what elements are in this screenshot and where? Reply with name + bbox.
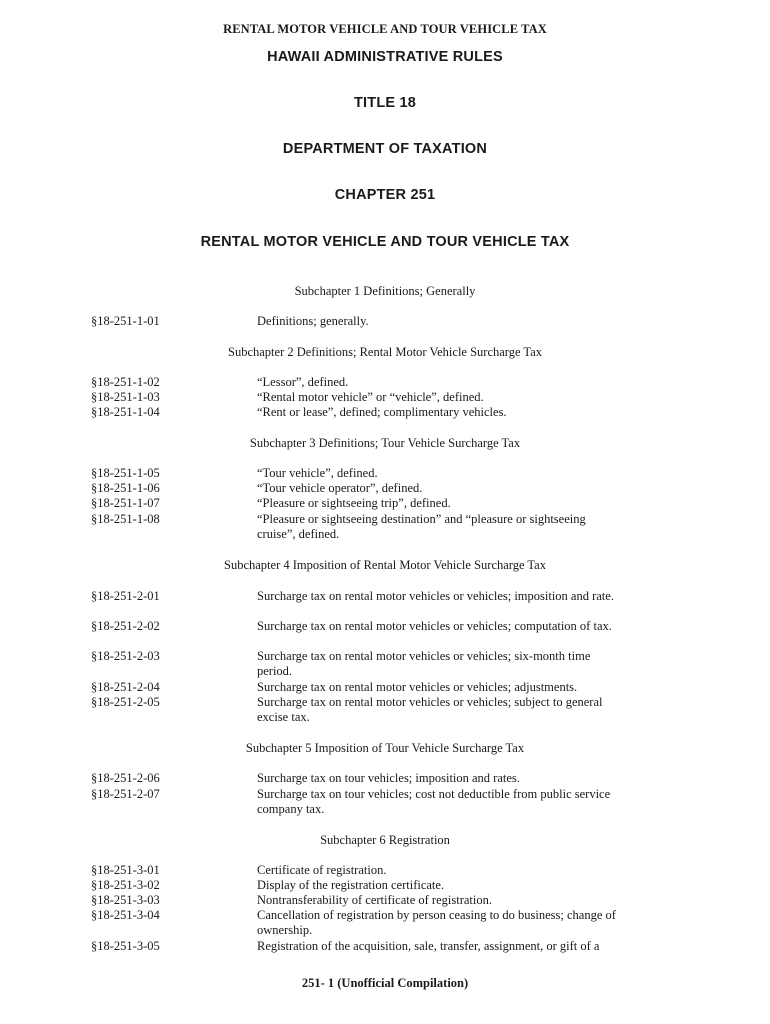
running-header: RENTAL MOTOR VEHICLE AND TOUR VEHICLE TAX	[223, 22, 547, 36]
page-footer: 251- 1 (Unofficial Compilation)	[301, 976, 469, 990]
section-number: §18-251-1-02	[91, 375, 160, 389]
subchapter-2-heading: Subchapter 2 Definitions; Rental Motor Vehicle Surcharge Tax	[228, 345, 542, 359]
section-number: §18-251-1-06	[91, 481, 160, 495]
section-number: §18-251-3-04	[91, 908, 160, 922]
section-number: §18-251-2-03	[91, 649, 160, 663]
section-number: §18-251-1-04	[91, 405, 160, 419]
section-number: §18-251-3-05	[91, 939, 160, 953]
subchapter-3-heading: Subchapter 3 Definitions; Tour Vehicle Surcharge Tax	[249, 436, 521, 450]
section-title: Surcharge tax on rental motor vehicles or vehicles; adjustments.	[257, 680, 578, 694]
section-number: §18-251-1-08	[91, 512, 160, 526]
section-number: §18-251-1-01	[91, 314, 160, 328]
section-title: “Pleasure or sightseeing destination” and “pleasure or sightseeing cruise”, defined.	[257, 512, 586, 541]
section-title: Nontransferability of certificate of registration.	[257, 893, 492, 907]
section-title: Definitions; generally.	[257, 314, 369, 328]
section-number: §18-251-1-03	[91, 390, 160, 404]
section-title: Surcharge tax on rental motor vehicles or vehicles; subject to general excise tax.	[257, 695, 603, 724]
section-number: §18-251-3-01	[91, 863, 160, 877]
section-title: Surcharge tax on tour vehicles; cost not deductible from public service company tax.	[257, 787, 611, 816]
section-title: “Tour vehicle operator”, defined.	[257, 481, 423, 495]
section-number: §18-251-1-07	[91, 496, 160, 510]
chapter-name-heading: RENTAL MOTOR VEHICLE AND TOUR VEHICLE TAX	[200, 234, 570, 250]
section-title: “Rental motor vehicle” or “vehicle”, defined.	[257, 390, 484, 404]
section-number: §18-251-3-02	[91, 878, 160, 892]
section-number: §18-251-2-07	[91, 787, 160, 801]
section-title: Display of the registration certificate.	[257, 878, 445, 892]
section-title: “Rent or lease”, defined; complimentary vehicles.	[257, 405, 507, 419]
section-title: Cancellation of registration by person ceasing to do business; change of ownership.	[257, 908, 616, 937]
rules-heading: HAWAII ADMINISTRATIVE RULES	[267, 49, 503, 65]
department-heading: DEPARTMENT OF TAXATION	[282, 141, 488, 157]
section-number: §18-251-2-01	[91, 589, 160, 603]
subchapter-4-heading: Subchapter 4 Imposition of Rental Motor Vehicle Surcharge Tax	[224, 558, 546, 572]
subchapter-6-heading: Subchapter 6 Registration	[320, 833, 450, 847]
section-title: Surcharge tax on rental motor vehicles or vehicles; six-month time period.	[257, 649, 591, 678]
section-title: “Pleasure or sightseeing trip”, defined.	[257, 496, 451, 510]
section-number: §18-251-2-06	[91, 771, 160, 785]
section-title: Certificate of registration.	[257, 863, 387, 877]
subchapter-1-heading: Subchapter 1 Definitions; Generally	[294, 284, 476, 298]
section-title: Surcharge tax on rental motor vehicles or vehicles; computation of tax.	[257, 619, 612, 633]
section-number: §18-251-2-05	[91, 695, 160, 709]
chapter-heading: CHAPTER 251	[334, 187, 436, 203]
section-number: §18-251-2-02	[91, 619, 160, 633]
section-number: §18-251-1-05	[91, 466, 160, 480]
section-title: “Lessor”, defined.	[257, 375, 349, 389]
section-title: Surcharge tax on rental motor vehicles or vehicles; imposition and rate.	[257, 589, 614, 603]
subchapter-5-heading: Subchapter 5 Imposition of Tour Vehicle Surcharge Tax	[245, 741, 525, 755]
section-number: §18-251-3-03	[91, 893, 160, 907]
section-title: Surcharge tax on tour vehicles; imposition and rates.	[257, 771, 520, 785]
title-heading: TITLE 18	[353, 95, 417, 111]
section-title: “Tour vehicle”, defined.	[257, 466, 378, 480]
section-title: Registration of the acquisition, sale, transfer, assignment, or gift of a	[257, 939, 600, 953]
section-number: §18-251-2-04	[91, 680, 160, 694]
